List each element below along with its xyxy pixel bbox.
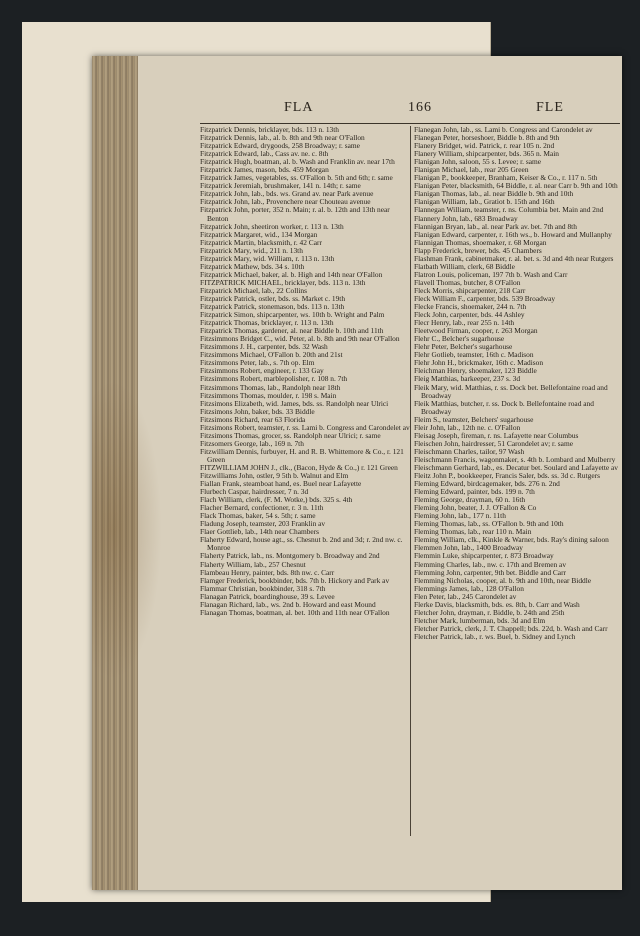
directory-entry: Flapp Frederick, brewer, bds. 45 Chambers <box>414 245 542 255</box>
directory-entry: Flanigan Peter, blacksmith, 64 Biddle, r. al. near Carr b. 9th and 10th <box>414 181 618 191</box>
directory-entry: Fletcher Patrick, clerk, J. T. Chappell; bds. 22d, b. Wash and Carr <box>414 623 608 633</box>
running-head-left: FLA <box>284 100 314 115</box>
directory-entry: Fleetwood Firman, cooper, r. 263 Morgan <box>414 326 538 336</box>
directory-entry: Flemmin Luke, shipcarpenter, r. 873 Broadway <box>414 551 554 561</box>
directory-entry: Flemming Charles, lab., nw. c. 17th and Bremen av <box>414 559 567 569</box>
directory-entry: Fitzsimons Thomas, grocer, ss. Randolph near Ulrici; r. same <box>200 430 381 440</box>
directory-entry: Fitzsimmons Thomas, lab., Randolph near 18th <box>200 382 341 392</box>
directory-entry: Fleik Mary, wid. Matthias, r. ss. Dock bet. Bellefontaine road and Broadway <box>414 382 608 400</box>
directory-entry: Fitzpatrick Martin, blacksmith, r. 42 Carr <box>200 237 322 247</box>
directory-entry: Flanigan Edward, carpenter, r. 16th ws., b. Howard and Mullanphy <box>414 229 612 239</box>
directory-entry: Fitzpatrick John, lab., Provenchere near Chouteau avenue <box>200 197 371 207</box>
directory-entry: Fleming Edward, birdcagemaker, bds. 276 n. 2nd <box>414 479 560 489</box>
directory-entry: Flaherty William, lab., 257 Chesnut <box>200 559 306 569</box>
directory-entry: Fitzpatrick Dennis, lab., al. b. 8th and 9th near O'Fallon <box>200 133 365 143</box>
directory-entry: Flanigan Michael, lab., rear 205 Green <box>414 165 529 175</box>
page-number: 166 <box>408 100 432 115</box>
directory-entry: Fitzpatrick John, porter, 352 n. Main; r. al. b. 12th and 13th near Benton <box>200 205 390 223</box>
directory-entry: Fleischmann Francis, wagonmaker, s. 4th b. Lombard and Mulberry <box>414 454 616 464</box>
directory-entry: Flanery Bridget, wid. Patrick, r. rear 105 n. 2nd <box>414 141 555 151</box>
directory-entry: Fleck John, carpenter, bds. 44 Ashley <box>414 310 525 320</box>
directory-entry: Fitzpatrick Dennis, bricklayer, bds. 113 n. 13th <box>200 126 340 134</box>
directory-entry: Fleisag Joseph, fireman, r. ns. Lafayette near Columbus <box>414 430 579 440</box>
directory-entry: Flanegan Peter, horseshoer, Biddle b. 8th and 9th <box>414 133 560 143</box>
directory-entry: Flemmings James, lab., 128 O'Fallon <box>414 583 524 593</box>
directory-entry: Flavell Thomas, butcher, 8 O'Fallon <box>414 277 521 287</box>
directory-entry: Fitzsimons John, baker, bds. 33 Biddle <box>200 406 315 416</box>
directory-entry: FITZWILLIAM JOHN J., clk., (Bacon, Hyde & Co.,) r. 121 Green <box>200 462 398 472</box>
directory-entry: Fitzpatrick Edward, drygoods, 258 Broadway; r. same <box>200 141 360 151</box>
directory-entry: Flen Peter, lab., 245 Carondelet av <box>414 591 517 601</box>
directory-entry: Flatron Louis, policeman, 197 7th b. Wash and Carr <box>414 269 568 279</box>
directory-entry: Fitzpatrick James, mason, bds. 459 Morgan <box>200 165 329 175</box>
directory-entry: Fitzpatrick John, sheetiron worker, r. 113 n. 13th <box>200 221 344 231</box>
directory-entry: Fitzpatrick Patrick, ostler, bds. ss. Market c. 19th <box>200 293 346 303</box>
directory-entry: Fleck William F., carpenter, bds. 539 Broadway <box>414 293 556 303</box>
directory-entry: Fleir John, lab., 12th ne. c. O'Fallon <box>414 422 521 432</box>
right-column <box>414 126 626 838</box>
directory-entry: Flanagan Richard, lab., ws. 2nd b. Howard and east Mound <box>200 599 376 609</box>
directory-entry: Fitzpatrick Michael, lab., 22 Collins <box>200 285 307 295</box>
directory-entry: Flambeau Henry, painter, bds. 8th nw. c. Carr <box>200 567 335 577</box>
directory-entry: Flemmen John, lab., 1400 Broadway <box>414 543 523 553</box>
directory-entry: Fitzpatrick Mathew, bds. 34 s. 10th <box>200 261 305 271</box>
directory-entry: Fitzpatrick Michael, baker, al. b. High and 14th near O'Fallon <box>200 269 383 279</box>
directory-entry: Fleming John, beater, J. J. O'Fallon & Co <box>414 503 537 513</box>
directory-entry: Fitzpatrick James, vegetables, ss. O'Fallon b. 5th and 6th; r. same <box>200 173 393 183</box>
left-column <box>200 126 410 838</box>
directory-entry: Fleming Thomas, lab., ss. O'Fallon b. 9th and 10th <box>414 519 564 529</box>
directory-entry: Flecr Henry, lab., rear 255 n. 14th <box>414 318 515 328</box>
directory-entry: Fleming Edward, painter, bds. 199 n. 7th <box>414 487 535 497</box>
directory-entry: Fitzpatrick Thomas, bricklayer, r. 113 n. 13th <box>200 318 334 328</box>
directory-entry: Fitzpatrick Margaret, wid., 134 Morgan <box>200 229 318 239</box>
directory-entry: Fitzsimmons Michael, O'Fallon b. 20th and 21st <box>200 350 343 360</box>
directory-entry: Fiallan Frank, steamboat hand, es. Buel near Lafayette <box>200 479 362 489</box>
directory-entry: Flehr Gotlieb, teamster, 16th c. Madison <box>414 350 534 360</box>
directory-entry: Fleim S., teamster, Belchers' sugarhouse <box>414 414 534 424</box>
running-head-right: FLE <box>536 100 564 115</box>
directory-entry: Fladung Joseph, teamster, 203 Franklin av <box>200 519 326 529</box>
directory-entry: Fleischmann Gerhard, lab., es. Decatur bet. Soulard and Lafayette av <box>414 462 618 472</box>
directory-entry: Fitzpatrick Mary, wid. William, r. 113 n. 13th <box>200 253 335 263</box>
directory-entry: Flannery John, lab., 683 Broadway <box>414 213 518 223</box>
header-rule <box>200 123 620 124</box>
directory-entry: Flanegan John, lab., ss. Lami b. Congress and Carondelet av <box>414 126 593 134</box>
directory-entry: Flaherty Edward, house agt., ss. Chesnut b. 2nd and 3d; r. 2nd nw. c. Monroe <box>200 535 403 553</box>
directory-entry: Flannigan Thomas, shoemaker, r. 68 Morgan <box>414 237 547 247</box>
directory-entry: Flamger Frederick, bookbinder, bds. 7th b. Hickory and Park av <box>200 575 390 585</box>
directory-entry: Fletcher Patrick, lab., r. ws. Buel, b. Sidney and Lynch <box>414 631 576 641</box>
directory-entry: Flehr Peter, Belcher's sugarhouse <box>414 342 513 352</box>
directory-entry: Flanery William, shipcarpenter, bds. 365 n. Main <box>414 149 560 159</box>
directory-entry: Fletcher Mark, lumberman, bds. 3d and Elm <box>414 615 546 625</box>
directory-entry: Fitzpatrick Patrick, stonemason, bds. 113 n. 13th <box>200 302 345 312</box>
directory-entry: Flack Thomas, baker, 54 s. 5th; r. same <box>200 511 316 521</box>
directory-entry: Fitzsimmons J. H., carpenter, bds. 32 Wash <box>200 342 328 352</box>
directory-entry: Fitzsimons Richard, rear 63 Florida <box>200 414 306 424</box>
directory-entry: Flanigan John, saloon, 55 s. Levee; r. same <box>414 157 542 167</box>
directory-entry: Fleming William, clk., Kinkle & Warner, bds. Ray's dining saloon <box>414 535 609 545</box>
directory-entry: Flatbath William, clerk, 68 Biddle <box>414 261 515 271</box>
directory-entry: Fitzsimmons Robert, marblepolisher, r. 108 n. 7th <box>200 374 348 384</box>
directory-entry: Fleichman Henry, shoemaker, 123 Biddle <box>414 366 537 376</box>
directory-entry: Fitzsimmons Thomas, moulder, r. 198 s. Main <box>200 390 337 400</box>
directory-entry: Fleck Morris, shipcarpenter, 218 Carr <box>414 285 526 295</box>
directory-entry: Fleitz John P., bookkeeper, Francis Saler, bds. ss. 3d c. Rutgers <box>414 471 600 481</box>
directory-entry: Fitzsimmons Bridget C., wid. Peter, al. b. 8th and 9th near O'Fallon <box>200 334 400 344</box>
directory-entry: Fitzpatrick Hugh, boatman, al. b. Wash and Franklin av. near 17th <box>200 157 395 167</box>
directory-entry: Fleming George, drayman, 60 n. 16th <box>414 495 526 505</box>
directory-entry: Flecke Francis, shoemaker, 244 n. 7th <box>414 302 527 312</box>
column-divider <box>410 126 411 836</box>
directory-entry: Flacher Bernard, confectioner, r. 3 n. 11th <box>200 503 324 513</box>
directory-entry: Fitzsomers George, lab., 169 n. 7th <box>200 438 304 448</box>
directory-entry: Flanigan William, lab., Gratiot b. 15th and 16th <box>414 197 555 207</box>
directory-entry: Flanagan Thomas, boatman, al. bet. 10th and 11th near O'Fallon <box>200 607 390 617</box>
directory-entry: Fleischen John, hairdresser, 51 Carondelet av; r. same <box>414 438 573 448</box>
directory-entry: Flashman Frank, cabinetmaker, r. al. bet. s. 3d and 4th near Rutgers <box>414 253 614 263</box>
directory-entry: Fitzpatrick Mary, wid., 211 n. 13th <box>200 245 303 255</box>
directory-entry: Fleischmann Charles, tailor, 97 Wash <box>414 446 525 456</box>
directory-entry: Fitzwilliam Dennis, furbuyer, H. and R. B. Whittemore & Co., r. 121 Green <box>200 446 404 464</box>
running-head <box>138 100 620 122</box>
directory-entry: Fitzsimons Elizabeth, wid. James, bds. ss. Randolph near Ulrici <box>200 398 389 408</box>
directory-entry: Fitzsimmons Robert, engineer, r. 133 Gay <box>200 366 324 376</box>
directory-entry: Fleming Thomas, lab., rear 110 n. Main <box>414 527 532 537</box>
directory-entry: Fitzpatrick Edward, lab., Cass av. ne. c. 8th <box>200 149 329 159</box>
directory-entry: Flannigan Bryan, lab., al. near Park av. bet. 7th and 8th <box>414 221 577 231</box>
directory-entry: Fitzwilliams John, ostler, 9 5th b. Walnut and Elm <box>200 471 349 481</box>
directory-entry: Flanagan Patrick, boardinghouse, 39 s. Levee <box>200 591 335 601</box>
directory-entry: Fitzpatrick John, lab., bds. ws. Grand av. near Park avenue <box>200 189 374 199</box>
directory-entry: Fleig Matthias, barkeeper, 237 s. 3d <box>414 374 521 384</box>
directory-entry: Flemming Nicholas, cooper, al. b. 9th and 10th, near Biddle <box>414 575 592 585</box>
directory-entry: Flaer Gottlieb, lab., 14th near Chambers <box>200 527 320 537</box>
directory-entry: Flerke Davis, blacksmith, bds. es. 8th, b. Carr and Wash <box>414 599 580 609</box>
directory-entry: Flach William, clerk, (F. M. Wotke,) bds. 325 s. 4th <box>200 495 353 505</box>
directory-entry: Fleming John, lab., 177 n. 11th <box>414 511 506 521</box>
directory-entry: Fitzsimons Robert, teamster, r. ss. Lami b. Congress and Carondelet av <box>200 422 410 432</box>
directory-entry: Flanigan P., bookkeeper, Branham, Keiser & Co., r. 117 n. 5th <box>414 173 598 183</box>
directory-entry: Fitzpatrick Thomas, gardener, al. near Biddle b. 10th and 11th <box>200 326 384 336</box>
directory-entry: Flurbech Caspar, hairdresser, 7 n. 3d <box>200 487 309 497</box>
directory-entry: Flehr John H., brickmaker, 16th c. Madison <box>414 358 544 368</box>
directory-entry: Fleik Matthias, butcher, r. ss. Dock b. Bellefontaine road and Broadway <box>414 398 594 416</box>
directory-entry: Flaherty Patrick, lab., ns. Montgomery b. Broadway and 2nd <box>200 551 380 561</box>
directory-entry: Fitzpatrick Jeremiah, brushmaker, 141 n. 14th; r. same <box>200 181 361 191</box>
directory-entry: Flemming John, carpenter, 9th bet. Biddle and Carr <box>414 567 566 577</box>
directory-entry: Flammar Christian, bookbinder, 318 s. 7th <box>200 583 326 593</box>
directory-entry: Fletcher John, drayman, r. Biddle, b. 24th and 25th <box>414 607 565 617</box>
directory-entry: FITZPATRICK MICHAEL, bricklayer, bds. 113 n. 13th <box>200 277 366 287</box>
directory-entry: Flehr C., Belcher's sugarhouse <box>414 334 505 344</box>
directory-entry: Fitzpatrick Simon, shipcarpenter, ws. 10th b. Wright and Palm <box>200 310 385 320</box>
directory-entry: Flannegan William, teamster, r. ns. Columbia bet. Main and 2nd <box>414 205 604 215</box>
page-stain <box>92 380 162 680</box>
directory-entry: Flanigan Thomas, lab., al. near Biddle b. 9th and 10th <box>414 189 574 199</box>
directory-entry: Fitzsimmons Peter, lab., s. 7th op. Elm <box>200 358 315 368</box>
